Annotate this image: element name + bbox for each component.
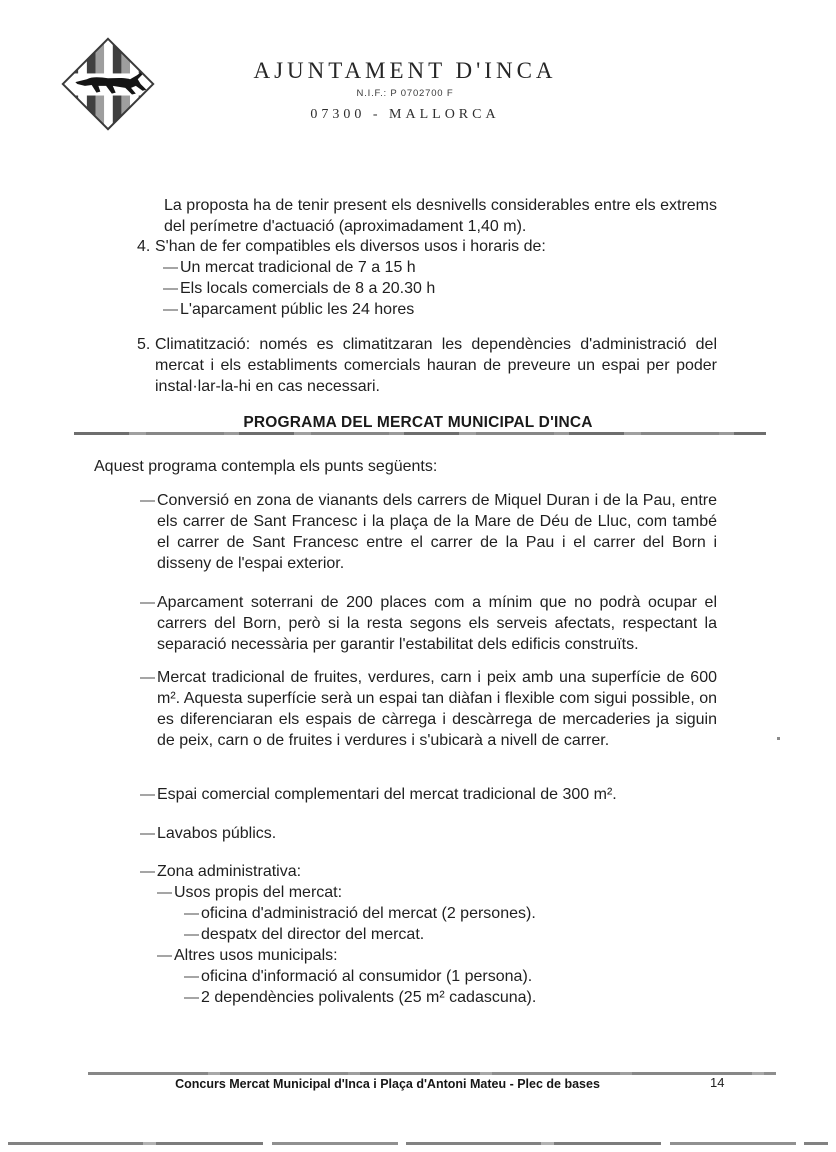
heading-underline — [74, 432, 766, 435]
bullet-dash: — — [140, 863, 155, 880]
bullet-dash: — — [184, 989, 199, 1006]
admin-leaf-item — [184, 924, 717, 945]
item-number: 5. — [137, 336, 151, 353]
admin-sub-text: Altres usos municipals: — [174, 947, 338, 964]
sub-item — [163, 278, 717, 299]
admin-leaf-text: oficina d'informació al consumidor (1 persona). — [201, 968, 533, 985]
bullet-dash: — — [140, 669, 155, 686]
sub-item-list — [163, 257, 717, 320]
numbered-item-4 — [137, 236, 717, 320]
admin-leaf-item — [184, 987, 717, 1008]
section-intro: Aquest programa contempla els punts següents: — [94, 458, 438, 475]
section-heading: PROGRAMA DEL MERCAT MUNICIPAL D'INCA — [243, 414, 593, 431]
numbered-item-5 — [137, 334, 717, 397]
admin-sub-item — [157, 882, 717, 903]
footer-title: Concurs Mercat Municipal d'Inca i Plaça d'Antoni Mateu - Plec de bases — [175, 1077, 600, 1091]
page-bottom-scan-edge — [8, 1142, 828, 1145]
item-number: 4. — [137, 238, 151, 255]
admin-leaf-item — [184, 966, 717, 987]
program-point-text: Espai comercial complementari del mercat tradicional de 300 m². — [157, 786, 617, 803]
organization-name: AJUNTAMENT D'INCA — [253, 58, 557, 83]
bullet-dash: — — [157, 947, 172, 964]
bullet-dash: — — [140, 825, 155, 842]
admin-zone-heading — [140, 861, 717, 882]
program-point-text: Aparcament soterrani de 200 places com a mínim que no podrà ocupar el carrers del Born, però si la resta segons els serveis afectats, respectant la separació necessària per garantir l'estabilitat dels edificis construïts. — [157, 594, 717, 653]
admin-leaf-text: oficina d'administració del mercat (2 persones). — [201, 905, 536, 922]
program-point — [140, 784, 717, 805]
program-point-text: Mercat tradicional de fruites, verdures, carn i peix amb una superfície de 600 m². Aquesta superfície serà un espai tan diàfan i flexible com sigui possible, on es diferenciaran els espais de càrrega i descàrrega de mercaderies ja siguin de peix, carn o de fruites i verdures i s'ubicarà a nivell de carrer. — [157, 669, 717, 749]
item-text: S'han de fer compatibles els diversos usos i horaris de: — [155, 238, 546, 255]
scan-artifact-dot — [777, 737, 780, 740]
intro-paragraph: La proposta ha de tenir present els desnivells considerables entre els extrems del perímetre d'actuació (aproximadament 1,40 m). — [164, 197, 717, 235]
admin-leaf-text: 2 dependències polivalents (25 m² cadascuna). — [201, 989, 537, 1006]
footer-rule — [88, 1072, 776, 1075]
admin-sub-item — [157, 945, 717, 966]
program-point — [140, 823, 717, 844]
item-text: Climatització: només es climatitzaran les dependències d'administració del mercat i els establiments comercials hauran de preveure un espai per poder instal·lar-la-hi en cas necessari. — [155, 336, 717, 395]
program-point-text: Zona administrativa: — [157, 863, 302, 880]
program-point — [140, 490, 717, 574]
nif-line: N.I.F.: P 0702700 F — [356, 88, 454, 99]
page-number: 14 — [710, 1075, 725, 1090]
letterhead — [165, 0, 645, 123]
admin-leaf-item — [184, 903, 717, 924]
bullet-dash: — — [184, 968, 199, 985]
program-point — [140, 592, 717, 655]
program-point-text: Conversió en zona de vianants dels carrers de Miquel Duran i de la Pau, entre els carrer de Sant Francesc i la plaça de la Mare de Déu de Lluc, com també el carrer de Sant Francesc entre el carrer de la Pau i el carrer del Born i disseny de l'espai exterior. — [157, 492, 717, 572]
bullet-dash: — — [140, 492, 155, 509]
program-point-text: Lavabos públics. — [157, 825, 277, 842]
postal-line: 07300 - MALLORCA — [310, 107, 500, 122]
program-point — [140, 667, 717, 751]
bullet-dash: — — [184, 926, 199, 943]
sub-item-text: Els locals comercials de 8 a 20.30 h — [180, 280, 436, 297]
bullet-dash: — — [140, 594, 155, 611]
sub-item-text: L'aparcament públic les 24 hores — [180, 301, 415, 318]
sub-item — [163, 257, 717, 278]
sub-item — [163, 299, 717, 320]
bullet-dash: — — [163, 280, 178, 297]
bullet-dash: — — [163, 259, 178, 276]
bullet-dash: — — [157, 884, 172, 901]
admin-leaf-text: despatx del director del mercat. — [201, 926, 425, 943]
inca-greyhound-shield-icon — [60, 36, 156, 132]
admin-sub-text: Usos propis del mercat: — [174, 884, 343, 901]
bullet-dash: — — [184, 905, 199, 922]
sub-item-text: Un mercat tradicional de 7 a 15 h — [180, 259, 416, 276]
bullet-dash: — — [140, 786, 155, 803]
program-point-admin-zone — [140, 861, 717, 1008]
bullet-dash: — — [163, 301, 178, 318]
